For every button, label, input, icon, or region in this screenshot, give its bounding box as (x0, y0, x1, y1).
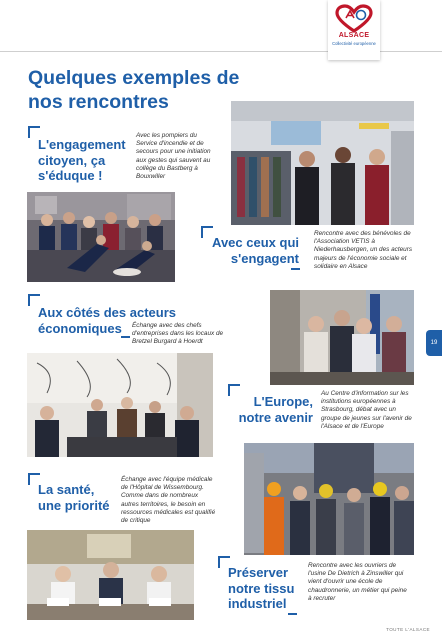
photo-business-leaders (27, 353, 213, 457)
photo-vetis-volunteers (231, 101, 414, 225)
logo-subtitle: Collectivité européenne (332, 41, 376, 46)
section-5-heading: La santé, une priorité (38, 482, 110, 513)
photo-hospital-team (27, 530, 194, 620)
section-dash-mark (291, 268, 300, 270)
alsace-logo (328, 0, 380, 60)
photo-factory-workers (244, 443, 414, 555)
section-3-text: Échange avec des chefs d'entreprises dans les locaux de Bretzel Burgard à Hoerdt (132, 322, 224, 346)
section-6-heading: Préserver notre tissu industriel (228, 565, 295, 611)
section-6-text: Rencontre avec les ouvriers de l'usine De Dietrich à Zinswiller qui vient d'ouvrir une école de chaudronnerie, un métier qui peine à recruter (308, 562, 407, 602)
alsace-heart-icon (332, 4, 376, 34)
section-dash-mark (288, 613, 297, 615)
section-2-text: Rencontre avec des bénévoles de l'Association VETIS à Niederhausbergen, un des acteurs majeurs de l'économie sociale et solidaire en Alsace (314, 230, 413, 270)
photo-europe-youth (270, 290, 414, 385)
photo-firefighters (27, 192, 175, 282)
logo-word: ALSACE (338, 32, 370, 39)
page-title: Quelques exemples de nos rencontres (28, 67, 240, 113)
section-5-text: Échange avec l'équipe médicale de l'Hôpital de Wissembourg. Comme dans de nombreux autres territoires, le besoin en ressources médicales est qualifié de critique (121, 476, 216, 525)
section-1-text: Avec les pompiers du Service d'incendie et de secours pour une initiation aux gestes qui sauvent au collège du Bastberg à Bouxwiller (136, 132, 211, 181)
section-4-heading: L'Europe, notre avenir (238, 394, 313, 425)
section-2-heading: Avec ceux qui s'engagent (212, 235, 299, 266)
page-number-tab: 19 (426, 330, 442, 356)
section-dash-mark (121, 336, 130, 338)
section-3-heading: Aux côtés des acteurs économiques (38, 305, 177, 336)
section-4-text: Au Centre d'information sur les institutions européennes à Strasbourg, débat avec un groupe de jeunes sur l'avenir de l'Alsace et de l'Europe (321, 390, 412, 430)
section-1-heading: L'engagement citoyen, ça s'éduque ! (38, 137, 126, 183)
footer-label: TOUTE L'ALSACE (386, 627, 430, 632)
